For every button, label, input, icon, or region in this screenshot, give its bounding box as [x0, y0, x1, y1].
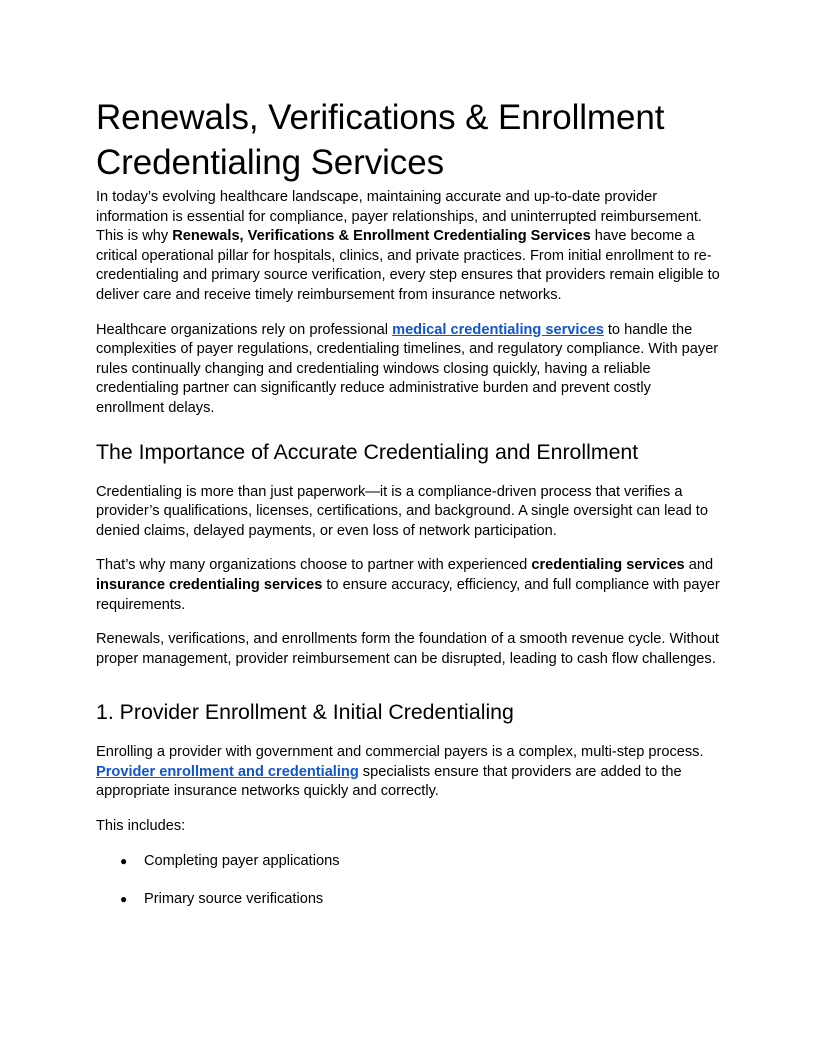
services-paragraph — [96, 321, 720, 419]
services-text-1: Healthcare organizations rely on professional — [96, 321, 393, 338]
section-heading-provider-enrollment: 1. Provider Enrollment & Initial Credentialing — [96, 700, 514, 725]
bullet-icon: ● — [120, 892, 128, 907]
document-title: Renewals, Verifications & Enrollment Credentialing Services — [96, 98, 665, 182]
enrollment-paragraph-1 — [96, 743, 720, 802]
bullet-icon: ● — [120, 853, 128, 868]
importance-paragraph-1: Credentialing is more than just paperwork—it is a compliance-driven process that verifies a provider’s qualifications, licenses, certifications, and background. A single oversight can lead to denied claims, delayed payments, or even loss of network participation. — [96, 483, 708, 539]
list-item — [96, 852, 720, 872]
intro-paragraph — [96, 188, 720, 306]
list-item-text: Primary source verifications — [144, 891, 324, 908]
list-item — [96, 890, 720, 910]
importance-text-1: That’s why many organizations choose to partner with experienced — [96, 557, 532, 574]
intro-bold-phrase: Renewals, Verifications & Enrollment Credentialing Services — [172, 228, 591, 245]
document-page — [96, 95, 720, 929]
services-text-2: to handle the complexities of payer regulations, credentialing timelines, and regulatory compliance. With payer rules continually changing and credentialing windows closing quickly, having a reliable credentialing partner can significantly reduce administrative burden and prevent costly enrollment delays. — [96, 321, 719, 416]
importance-paragraph-3: Renewals, verifications, and enrollments form the foundation of a smooth revenue cycle. Without proper management, provider reimbursement can be disrupted, leading to cash flow challenges. — [96, 631, 719, 667]
bold-insurance-credentialing-services: insurance credentialing services — [96, 576, 323, 593]
enrollment-paragraph-2: This includes: — [96, 818, 186, 835]
section-heading-importance: The Importance of Accurate Credentialing and Enrollment — [96, 439, 639, 464]
importance-text-3: to ensure accuracy, efficiency, and full compliance with payer requirements. — [96, 576, 720, 613]
enrollment-text-1: Enrolling a provider with government and commercial payers is a complex, multi-step process. — [96, 744, 704, 761]
importance-paragraph-2 — [96, 556, 720, 615]
bold-credentialing-services: credentialing services — [531, 557, 685, 574]
enrollment-text-2: specialists ensure that providers are added to the appropriate insurance networks quickly and correctly. — [96, 763, 682, 800]
importance-text-2: and — [684, 557, 714, 574]
list-item-text: Completing payer applications — [144, 852, 340, 869]
medical-credentialing-link[interactable]: medical credentialing services — [392, 321, 604, 338]
intro-text-1: In today’s evolving healthcare landscape, maintaining accurate and up-to-date provider information is essential for compliance, payer relationships, and uninterrupted reimbursement. This is why — [96, 189, 702, 245]
provider-enrollment-link[interactable]: Provider enrollment and credentialing — [96, 763, 359, 780]
intro-text-2: have become a critical operational pillar for hospitals, clinics, and private practices. From initial enrollment to re-credentialing and primary source verification, every step ensures that providers remain eligible to deliver care and receive timely reimbursement from insurance networks. — [96, 228, 720, 303]
includes-list — [96, 852, 720, 910]
